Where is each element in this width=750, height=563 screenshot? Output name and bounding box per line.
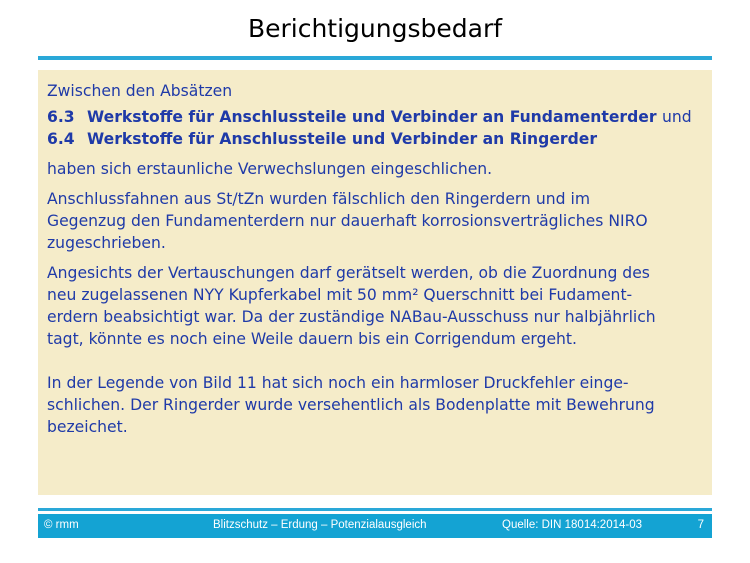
paragraph-2 [47,188,702,254]
paragraph-line: Gegenzug den Fundamenterdern nur dauerhaft korrosionsverträgliches NIRO [47,212,648,230]
section-tail: und [661,108,692,126]
paragraph-line: neu zugelassenen NYY Kupferkabel mit 50 mm² Querschnitt bei Fudament- [47,286,633,304]
footer-topic: Blitzschutz – Erdung – Potenzialausgleich [213,519,427,531]
section-6-3 [47,106,702,128]
paragraph-line: tagt, könnte es noch eine Weile dauern bis ein Corrigendum ergeht. [47,330,578,348]
content-box [38,70,712,495]
section-number: 6.4 [47,130,75,148]
paragraph-line: Anschlussfahnen aus St/tZn wurden fälschlich den Ringerdern und im [47,190,591,208]
paragraph-1: haben sich erstaunliche Verwechslungen eingeschlichen. [47,160,493,178]
page-number: 7 [697,519,704,531]
section-6-4 [47,128,702,150]
paragraph-line: erdern beabsichtigt war. Da der zuständige NABau-Ausschuss nur halbjährlich [47,308,656,326]
paragraph-line: Angesichts der Vertauschungen darf gerätselt werden, ob die Zuordnung des [47,264,650,282]
paragraph-line: schlichen. Der Ringerder wurde versehentlich als Bodenplatte mit Bewehrung [47,396,655,414]
paragraph-line: bezeichet. [47,418,128,436]
paragraph-4 [47,372,702,438]
paragraph-line: zugeschrieben. [47,234,166,252]
title-divider [38,56,712,60]
paragraph-line: In der Legende von Bild 11 hat sich noch ein harmloser Druckfehler einge- [47,374,629,392]
footer-source: Quelle: DIN 18014:2014-03 [502,519,643,531]
intro-text: Zwischen den Absätzen [47,82,233,100]
slide-title: Berichtigungsbedarf [247,14,503,43]
section-title: Werkstoffe für Anschlussteile und Verbinder an Fundamenterder [87,108,657,126]
section-title: Werkstoffe für Anschlussteile und Verbinder an Ringerder [87,130,598,148]
paragraph-3 [47,262,702,350]
footer-copyright: © rmm [44,519,79,531]
footer-divider [38,508,712,511]
section-number: 6.3 [47,108,75,126]
footer-bar [38,514,712,538]
